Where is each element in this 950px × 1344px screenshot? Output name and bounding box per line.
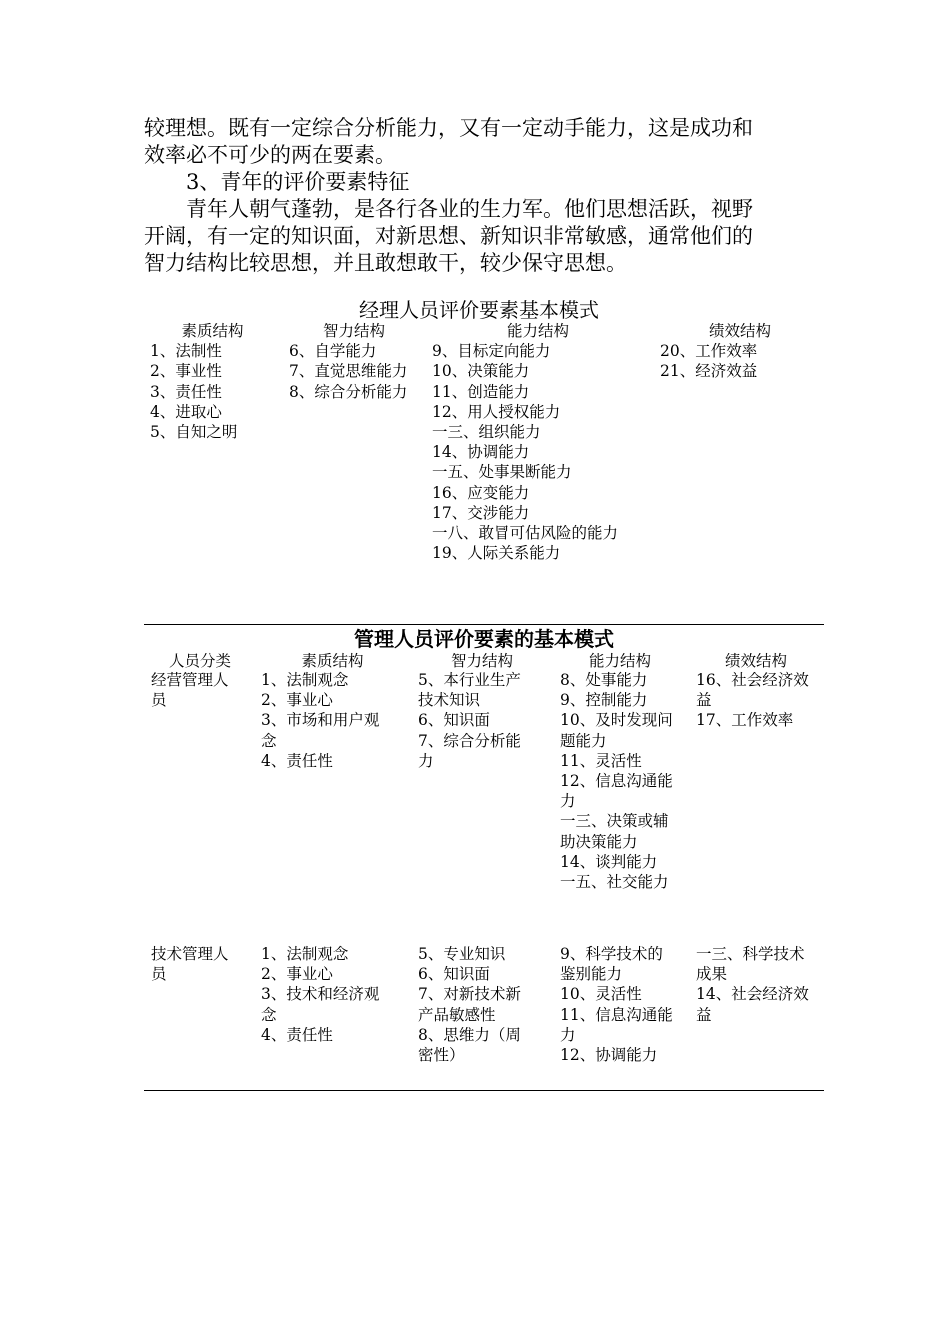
list-item: 17、交涉能力 xyxy=(432,503,530,522)
list-item: 8、综合分析能力 xyxy=(289,382,408,401)
list-item: 10、决策能力 xyxy=(432,362,530,381)
list-item: 一五、处事果断能力 xyxy=(432,463,572,482)
list-item: 6、自学能力 xyxy=(289,342,377,361)
cell-line: 产品敏感性 xyxy=(418,1005,496,1024)
paragraph-1 xyxy=(144,115,814,169)
column-header: 能力结构 xyxy=(506,322,569,340)
heading-text: 3、青年的评价要素特征 xyxy=(186,170,410,194)
column-header: 人员分类 xyxy=(168,652,231,670)
cell-line: 14、谈判能力 xyxy=(560,852,658,871)
list-item: 3、责任性 xyxy=(150,382,222,401)
cell-line: 7、综合分析能 xyxy=(418,731,521,750)
list-item: 11、创造能力 xyxy=(432,382,530,401)
list-item: 一三、组织能力 xyxy=(432,423,541,442)
paragraph-line: 效率必不可少的两在要素。 xyxy=(144,143,396,167)
cell-line: 3、市场和用户观 xyxy=(261,711,380,730)
table1-column-performance xyxy=(660,321,820,382)
cell-line: 力 xyxy=(560,792,576,811)
column-header: 素质结构 xyxy=(301,652,364,670)
table-row-1-performance xyxy=(696,670,818,731)
table-row-1-ability xyxy=(560,670,680,892)
list-item: 14、协调能力 xyxy=(432,443,530,462)
list-item: 20、工作效率 xyxy=(660,342,758,361)
table-row-1-intellect xyxy=(418,670,543,771)
paragraph-line: 青年人朝气蓬勃，是各行各业的生力军。他们思想活跃，视野 xyxy=(186,197,753,221)
cell-line: 1、法制观念 xyxy=(261,945,349,963)
table-row-2-ability xyxy=(560,944,680,1065)
cell-line: 7、对新技术新 xyxy=(418,985,521,1004)
cell-line: 14、社会经济效 xyxy=(696,985,809,1004)
list-item: 一八、敢冒可估风险的能力 xyxy=(432,524,619,543)
paragraph-line: 开阔，有一定的知识面，对新思想、新知识非常敏感，通常他们的 xyxy=(144,224,753,248)
table-row-2-performance xyxy=(696,944,818,1025)
cell-line: 1、法制观念 xyxy=(261,671,349,689)
paragraph-line: 较理想。既有一定综合分析能力，又有一定动手能力，这是成功和 xyxy=(144,116,753,140)
cell-line: 成果 xyxy=(696,965,728,984)
table1-title-text: 经理人员评价要素基本模式 xyxy=(359,298,599,322)
table-row-2-category xyxy=(151,944,245,984)
table1-column-quality xyxy=(150,321,275,442)
list-item: 7、直觉思维能力 xyxy=(289,362,408,381)
paragraph-2 xyxy=(144,196,814,277)
cell-line: 一五、社交能力 xyxy=(560,873,669,892)
cell-line: 6、知识面 xyxy=(418,711,490,730)
cell-line: 9、科学技术的 xyxy=(560,945,663,963)
cell-line: 念 xyxy=(261,731,277,750)
cell-line: 5、专业知识 xyxy=(418,945,506,963)
list-item: 21、经济效益 xyxy=(660,362,758,381)
table1-column-intellect xyxy=(289,321,419,402)
table-row-2-quality xyxy=(261,944,404,1045)
cell-line: 12、协调能力 xyxy=(560,1046,658,1065)
cell-line: 5、本行业生产 xyxy=(418,671,521,689)
cell-line: 一三、决策或辅 xyxy=(560,812,669,831)
column-header: 素质结构 xyxy=(181,322,244,340)
column-header: 能力结构 xyxy=(588,652,651,670)
table-row-1-quality xyxy=(261,670,404,771)
list-item: 19、人际关系能力 xyxy=(432,544,561,563)
cell-line: 技术知识 xyxy=(418,691,481,710)
list-item: 16、应变能力 xyxy=(432,483,530,502)
column-header: 绩效结构 xyxy=(724,652,787,670)
cell-line: 经营管理人 xyxy=(151,671,229,689)
cell-line: 8、处事能力 xyxy=(560,671,648,689)
cell-line: 员 xyxy=(151,965,167,984)
column-header: 绩效结构 xyxy=(708,322,771,340)
cell-line: 10、及时发现问 xyxy=(560,711,673,730)
table2-title: 管理人员评价要素的基本模式 xyxy=(354,627,614,651)
cell-line: 一三、科学技术 xyxy=(696,945,805,963)
table-row-1-category xyxy=(151,670,245,710)
section-heading xyxy=(144,169,814,196)
table1-title xyxy=(144,294,950,323)
cell-line: 员 xyxy=(151,691,167,710)
cell-line: 念 xyxy=(261,1005,277,1024)
cell-line: 17、工作效率 xyxy=(696,711,794,730)
cell-line: 力 xyxy=(560,1025,576,1044)
cell-line: 10、灵活性 xyxy=(560,985,642,1004)
cell-line: 益 xyxy=(696,691,712,710)
cell-line: 4、责任性 xyxy=(261,1025,333,1044)
list-item: 9、目标定向能力 xyxy=(432,342,551,361)
column-header: 智力结构 xyxy=(322,322,385,340)
cell-line: 6、知识面 xyxy=(418,965,490,984)
list-item: 2、事业性 xyxy=(150,362,222,381)
cell-line: 2、事业心 xyxy=(261,691,333,710)
cell-line: 9、控制能力 xyxy=(560,691,648,710)
cell-line: 16、社会经济效 xyxy=(696,671,809,689)
cell-line: 密性） xyxy=(418,1046,465,1065)
cell-line: 力 xyxy=(418,751,434,770)
list-item: 12、用人授权能力 xyxy=(432,402,561,421)
cell-line: 8、思维力（周 xyxy=(418,1025,521,1044)
cell-line: 益 xyxy=(696,1005,712,1024)
paragraph-line: 智力结构比较思想，并且敢想敢干，较少保守思想。 xyxy=(144,251,627,275)
table2-bottom-rule xyxy=(144,1090,824,1091)
list-item: 5、自知之明 xyxy=(150,423,238,442)
cell-line: 4、责任性 xyxy=(261,751,333,770)
cell-line: 11、灵活性 xyxy=(560,751,642,770)
cell-line: 11、信息沟通能 xyxy=(560,1005,673,1024)
list-item: 4、进取心 xyxy=(150,402,222,421)
table-row-2-intellect xyxy=(418,944,543,1065)
cell-line: 3、技术和经济观 xyxy=(261,985,380,1004)
cell-line: 鉴别能力 xyxy=(560,965,623,984)
cell-line: 助决策能力 xyxy=(560,832,638,851)
cell-line: 12、信息沟通能 xyxy=(560,772,673,791)
table1-column-ability xyxy=(432,321,644,563)
list-item: 1、法制性 xyxy=(150,342,222,361)
cell-line: 2、事业心 xyxy=(261,965,333,984)
cell-line: 题能力 xyxy=(560,731,607,750)
table2-top-rule xyxy=(144,624,824,625)
cell-line: 技术管理人 xyxy=(151,945,229,963)
column-header: 智力结构 xyxy=(450,652,513,670)
